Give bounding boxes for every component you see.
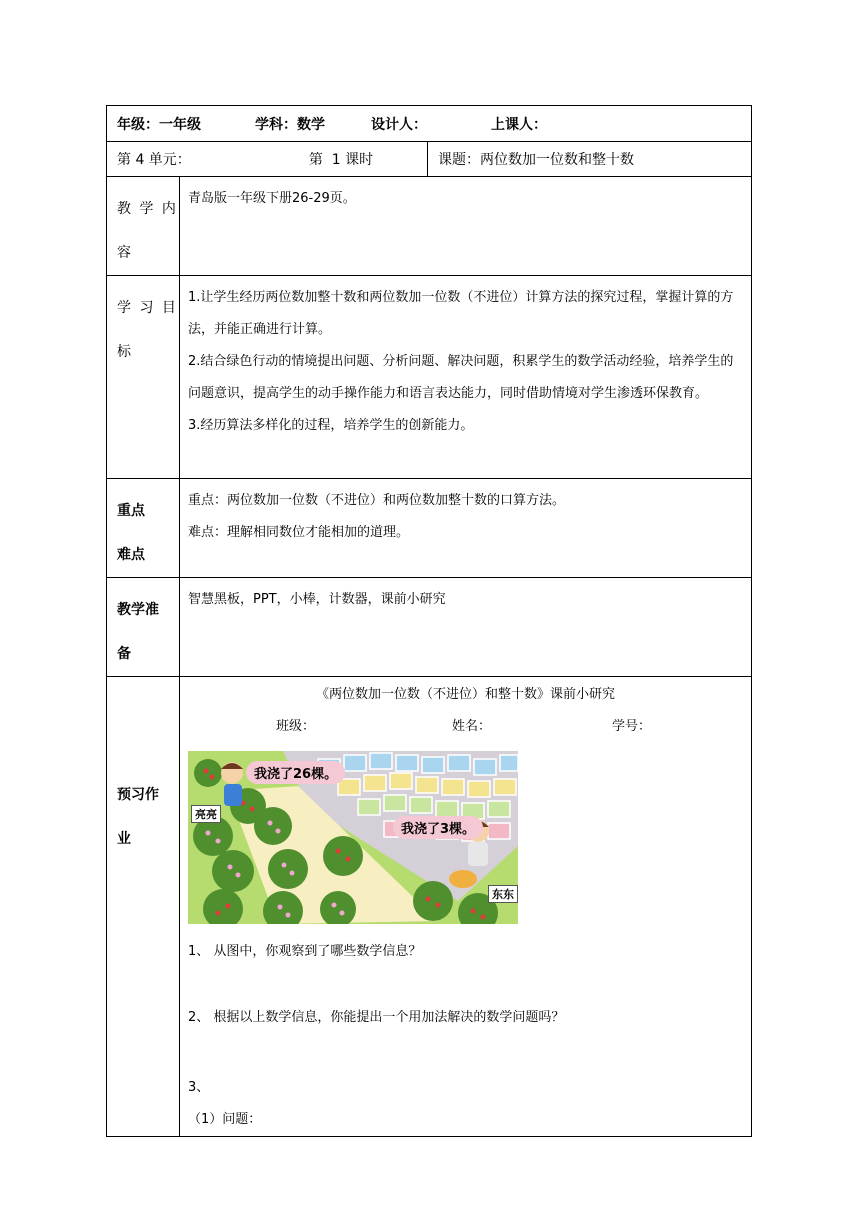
objectives-label-cell <box>107 276 180 479</box>
content-cell <box>180 177 752 276</box>
preparation-row <box>107 578 752 677</box>
watering-illustration <box>188 751 518 924</box>
unit-label: 第 4 单元： <box>117 152 191 168</box>
objectives-label-line-1: 学 习 目 <box>117 300 178 316</box>
header-row <box>107 106 752 142</box>
objectives-cell <box>180 276 752 479</box>
topic-cell <box>428 142 752 177</box>
content-text: 青岛版一年级下册26-29页。 <box>188 191 356 206</box>
unit-row <box>107 142 752 177</box>
objective-item: 3.经历算法多样化的过程，培养学生的创新能力。 <box>188 418 474 433</box>
preview-row <box>107 677 752 1137</box>
lesson-label: 第 1 课时 <box>308 152 374 168</box>
header-cell <box>107 106 752 142</box>
key-points-row <box>107 479 752 578</box>
unit-cell <box>107 142 428 177</box>
difficulty-text: 难点：理解相同数位才能相加的道理。 <box>188 525 410 540</box>
speech-bubble-dongdong: 我浇了3棵。 <box>393 816 483 839</box>
speech-bubble-liangliang: 我浇了26棵。 <box>246 761 345 784</box>
student-number-label: 学号： <box>612 719 652 734</box>
question-2: 2、 根据以上数学信息，你能提出一个用加法解决的数学问题吗？ <box>188 1010 565 1025</box>
question-3-1: （1）问题： <box>188 1112 262 1127</box>
objective-item: 2.结合绿色行动的情境提出问题、分析问题、解决问题，积累学生的数学活动经验，培养学生的问题意识，提高学生的动手操作能力和语言表达能力，同时借助情境对学生渗透环保教育。 <box>188 354 734 401</box>
objective-item: 1.让学生经历两位数加整十数和两位数加一位数（不进位）计算方法的探究过程，掌握计算的方法，并能正确进行计算。 <box>188 290 734 337</box>
class-label: 班级： <box>276 719 316 734</box>
name-tag-dongdong: 东东 <box>488 885 518 903</box>
lesson-plan-table <box>106 105 752 1137</box>
preparation-label-line-1: 教学准 <box>117 602 159 618</box>
preparation-label-cell <box>107 578 180 677</box>
grade-label: 年级：一年级 <box>117 116 201 133</box>
objectives-row <box>107 276 752 479</box>
key-point-text: 重点：两位数加一位数（不进位）和两位数加整十数的口算方法。 <box>188 493 566 508</box>
preview-cell <box>180 677 752 1137</box>
preview-label-line-2: 业 <box>117 831 131 847</box>
worksheet-info-line <box>188 711 743 743</box>
content-label-line-2: 容 <box>117 245 133 261</box>
key-points-label-line-1: 重点 <box>117 503 145 519</box>
question-3: 3、 <box>188 1080 210 1095</box>
topic-label: 课题：两位数加一位数和整十数 <box>438 152 634 168</box>
subject-label: 学科：数学 <box>255 116 325 133</box>
key-points-cell <box>180 479 752 578</box>
name-tag-liangliang: 亮亮 <box>191 805 221 823</box>
preparation-label-line-2: 备 <box>117 646 131 662</box>
worksheet-title: 《两位数加一位数（不进位）和整十数》课前小研究 <box>315 687 615 702</box>
objectives-label-line-2: 标 <box>117 344 133 360</box>
designer-label: 设计人： <box>371 116 427 133</box>
preview-label-line-1: 预习作 <box>117 787 159 803</box>
preparation-text: 智慧黑板，PPT，小棒，计数器，课前小研究 <box>188 592 446 607</box>
name-label: 姓名： <box>452 719 492 734</box>
content-row <box>107 177 752 276</box>
preview-label-cell <box>107 677 180 1137</box>
key-points-label-line-2: 难点 <box>117 547 145 563</box>
teacher-label: 上课人： <box>491 116 547 133</box>
content-label-line-1: 教 学 内 <box>117 201 178 217</box>
preparation-cell <box>180 578 752 677</box>
question-1: 1、 从图中，你观察到了哪些数学信息？ <box>188 944 422 959</box>
content-label-cell <box>107 177 180 276</box>
key-points-label-cell <box>107 479 180 578</box>
